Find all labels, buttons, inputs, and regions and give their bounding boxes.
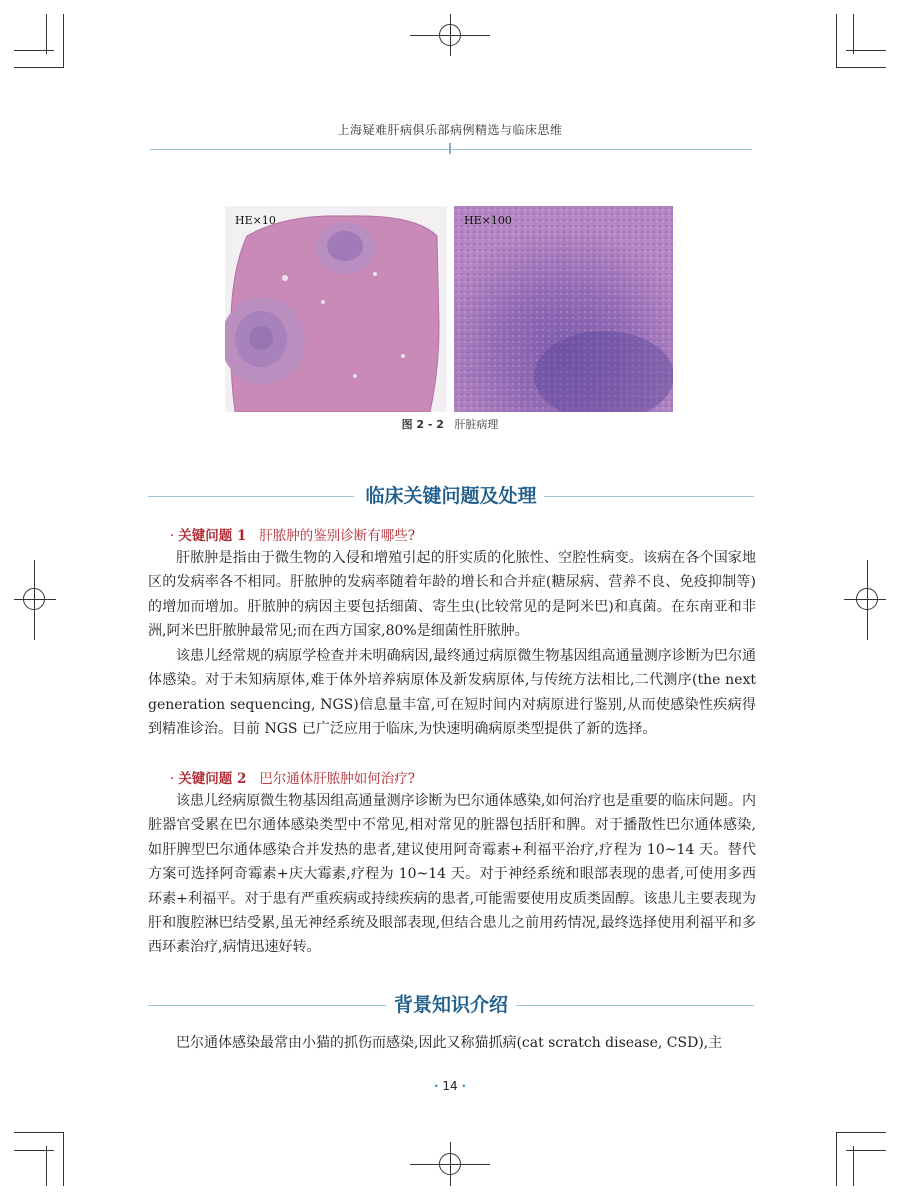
page-number-value: 14 [442, 1079, 458, 1093]
key-question-2: · 关键问题 2 巴尔通体肝脓肿如何治疗? [170, 771, 416, 787]
running-head: 上海疑难肝病俱乐部病例精选与临床思维 [337, 123, 563, 137]
page-number: · 14 · [433, 1079, 467, 1093]
key-question-label: 关键问题 1 [178, 528, 247, 544]
figure-caption-number: 图 2 - 2 [401, 418, 444, 431]
paragraph-treatment: 该患儿经病原微生物基因组高通量测序诊断为巴尔通体感染,如何治疗也是重要的临床问题。内脏器官受累在巴尔通体感染类型中不常见,相对常见的脏器包括肝和脾。对于播散性巴尔通体感染,如肝脾型巴尔通体感染合并发热的患者,建议使用阿奇霉素+利福平治疗,疗程为 10~14 天。替代方案可选择阿奇霉素+庆大霉素,疗程为 10~14 天。对于神经系统和眼部表现的患者,可使用多西环素+利福平。对于患有严重疾病或持续疾病的患者,可能需要使用皮质类固醇。该患儿主要表现为肝和腹腔淋巴结受累,虽无神经系统及眼部表现,但结合患儿之前用药情况,最终选择使用利福平和多西环素治疗,病情迅速好转。 [148, 793, 756, 956]
paragraph-ngs-diagnosis: 该患儿经常规的病原学检查并未明确病因,最终通过病原微生物基因组高通量测序诊断为巴尔通体感染。对于未知病原体,难于体外培养病原体及新发病原体,与传统方法相比,二代测序(the next generation sequencing, NGS)信息量丰富,可在短时间内对病原进行鉴别,从而使感染性疾病得到精准诊治。目前 NGS 已广泛应用于临床,为快速明确病原类型提供了新的选择。 [148, 648, 756, 738]
figure-label-he10: HE×10 [235, 214, 276, 227]
figure-caption [0, 416, 900, 432]
key-question-1: · 关键问题 1 肝脓肿的鉴别诊断有哪些? [170, 528, 416, 544]
section-heading-background [148, 990, 754, 1020]
figure-label-he100: HE×100 [464, 214, 512, 227]
liver-section-low-power-image [225, 206, 447, 412]
section-title: 临床关键问题及处理 [365, 485, 537, 507]
key-question-text: 巴尔通体肝脓肿如何治疗? [259, 771, 416, 787]
header-rule [150, 149, 752, 150]
paragraph-background: 巴尔通体感染最常由小猫的抓伤而感染,因此又称猫抓病(cat scratch disease, CSD),主 [176, 1035, 723, 1051]
header-tick [449, 143, 451, 154]
figure-panel-he100 [454, 206, 673, 412]
liver-section-high-power-image [454, 206, 673, 412]
key-question-label: 关键问题 2 [178, 771, 247, 787]
paragraph-abscess-overview: 肝脓肿是指由于微生物的入侵和增殖引起的肝实质的化脓性、空腔性病变。该病在各个国家地区的发病率各不相同。肝脓肿的发病率随着年龄的增长和合并症(糖尿病、营养不良、免疫抑制等)的增加而增加。肝脓肿的病因主要包括细菌、寄生虫(比较常见的是阿米巴)和真菌。在东南亚和非洲,阿米巴肝脓肿最常见;而在西方国家,80%是细菌性肝脓肿。 [148, 550, 756, 640]
figure-caption-text: 肝脏病理 [454, 418, 499, 431]
section-title: 背景知识介绍 [393, 994, 508, 1016]
key-question-text: 肝脓肿的鉴别诊断有哪些? [259, 528, 416, 544]
figure-panel-he10 [225, 206, 447, 412]
section-heading-clinical [148, 481, 754, 511]
